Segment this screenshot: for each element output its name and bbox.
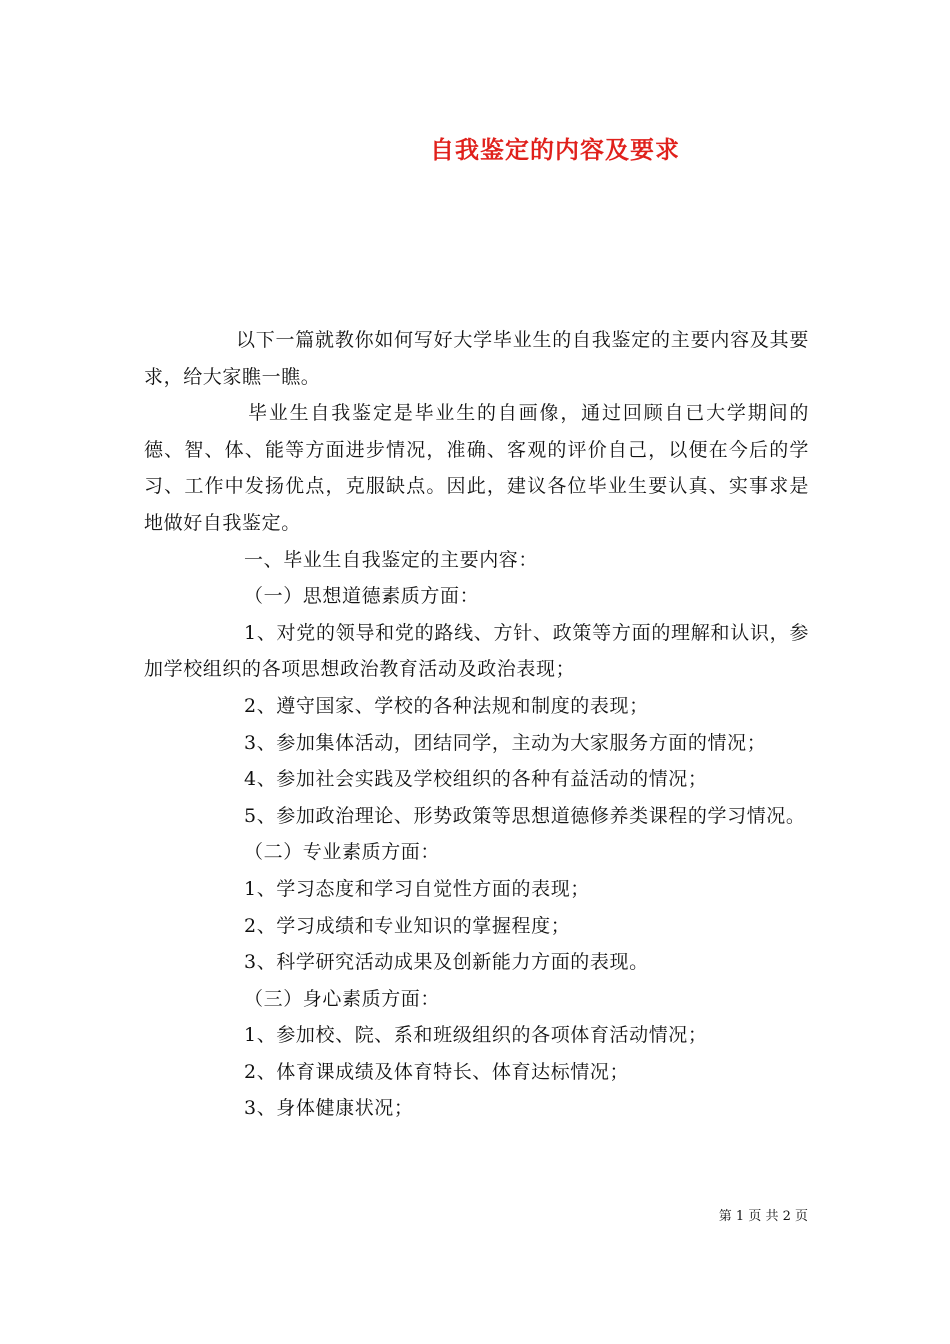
list-item: 2、体育课成绩及体育特长、体育达标情况； (244, 1060, 630, 1083)
subsection-heading-moral: （一）思想道德素质方面： (244, 585, 480, 608)
list-item: 2、学习成绩和专业知识的掌握程度； (244, 914, 571, 937)
subsection-heading-professional: （二）专业素质方面： (244, 841, 441, 864)
list-item: 3、参加集体活动，团结同学，主动为大家服务方面的情况； (244, 731, 767, 754)
list-item: 1、对党的领导和党的路线、方针、政策等方面的理解和认识，参加学校组织的各项思想政治教育活动及政治表现； (144, 621, 809, 681)
list-item: 1、参加校、院、系和班级组织的各项体育活动情况； (244, 1024, 708, 1047)
list-item: 3、科学研究活动成果及创新能力方面的表现。 (244, 951, 649, 974)
document-title: 自我鉴定的内容及要求 (430, 135, 680, 164)
section-heading-main-content: 一、毕业生自我鉴定的主要内容： (244, 548, 539, 571)
list-item: 5、参加政治理论、形势政策等思想道德修养类课程的学习情况。 (244, 804, 806, 827)
list-item: 4、参加社会实践及学校组织的各种有益活动的情况； (244, 768, 708, 791)
paragraph-overview: 毕业生自我鉴定是毕业生的自画像，通过回顾自已大学期间的德、智、体、能等方面进步情况，准确、客观的评价自己，以便在今后的学习、工作中发扬优点，克服缺点。因此，建议各位毕业生要认真、实事求是地做好自我鉴定。 (144, 402, 809, 534)
list-item: 1、学习态度和学习自觉性方面的表现； (244, 877, 590, 900)
list-item: 3、身体健康状况； (244, 1097, 414, 1120)
list-item: 2、遵守国家、学校的各种法规和制度的表现； (244, 694, 649, 717)
subsection-heading-physical: （三）身心素质方面： (244, 987, 441, 1010)
document-body (144, 322, 809, 1127)
paragraph-intro: 以下一篇就教你如何写好大学毕业生的自我鉴定的主要内容及其要求，给大家瞧一瞧。 (144, 329, 809, 388)
page-number-footer: 第 1 页 共 2 页 (718, 1209, 808, 1224)
